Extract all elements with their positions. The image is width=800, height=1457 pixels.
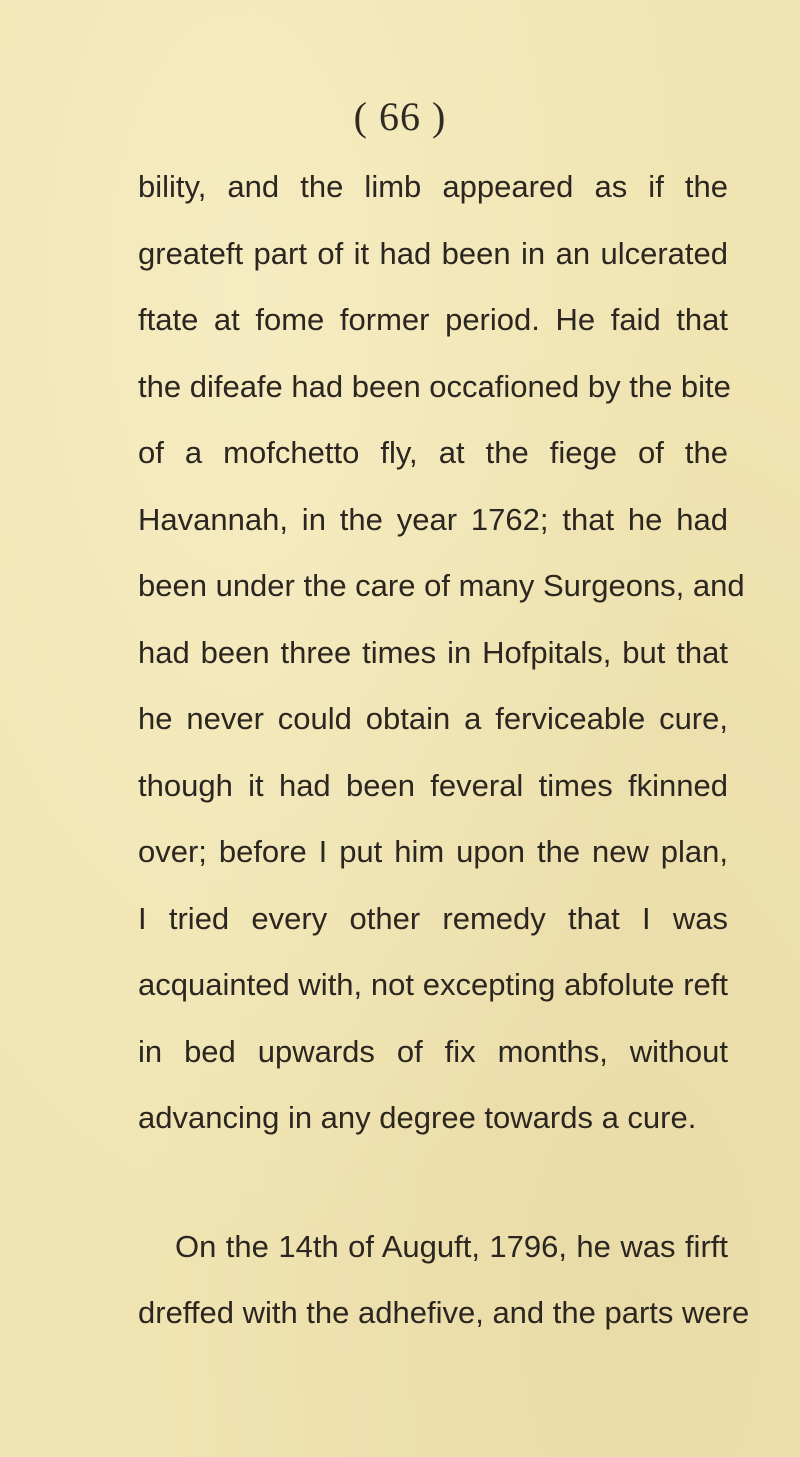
- text-line: over; before I put him upon the new plan,: [138, 834, 728, 869]
- text-line: acquainted with, not excepting abfolute reft: [138, 967, 728, 1002]
- text-line: though it had been feveral times fkinned: [138, 767, 728, 803]
- paragraph-gap: [138, 1152, 728, 1214]
- text-line: he never could obtain a ferviceable cure,: [138, 701, 728, 736]
- text-line: advancing in any degree towards a cure.: [138, 1100, 697, 1135]
- text-line: On the 14th of Auguft, 1796, he was firft: [175, 1228, 728, 1264]
- text-line: had been three times in Hofpitals, but that: [138, 634, 728, 670]
- text-line: in bed upwards of fix months, without: [138, 1033, 728, 1069]
- text-line: ftate at fome former period. He faid that: [138, 302, 728, 337]
- text-line: Havannah, in the year 1762; that he had: [138, 501, 728, 537]
- text-line: greateft part of it had been in an ulcerated: [138, 235, 728, 271]
- paragraph: [138, 154, 745, 1152]
- page-number: ( 66 ): [353, 94, 447, 139]
- text-line: dreffed with the adhefive, and the parts were: [138, 1295, 750, 1330]
- paragraph: [138, 1214, 750, 1347]
- page-body: [138, 154, 750, 1347]
- text-line: of a mofchetto fly, at the fiege of the: [138, 435, 728, 470]
- text-line: been under the care of many Surgeons, and: [138, 568, 745, 603]
- text-line: bility, and the limb appeared as if the: [138, 169, 728, 204]
- text-line: I tried every other remedy that I was: [138, 900, 728, 936]
- text-line: the difeafe had been occafioned by the bite: [138, 368, 731, 404]
